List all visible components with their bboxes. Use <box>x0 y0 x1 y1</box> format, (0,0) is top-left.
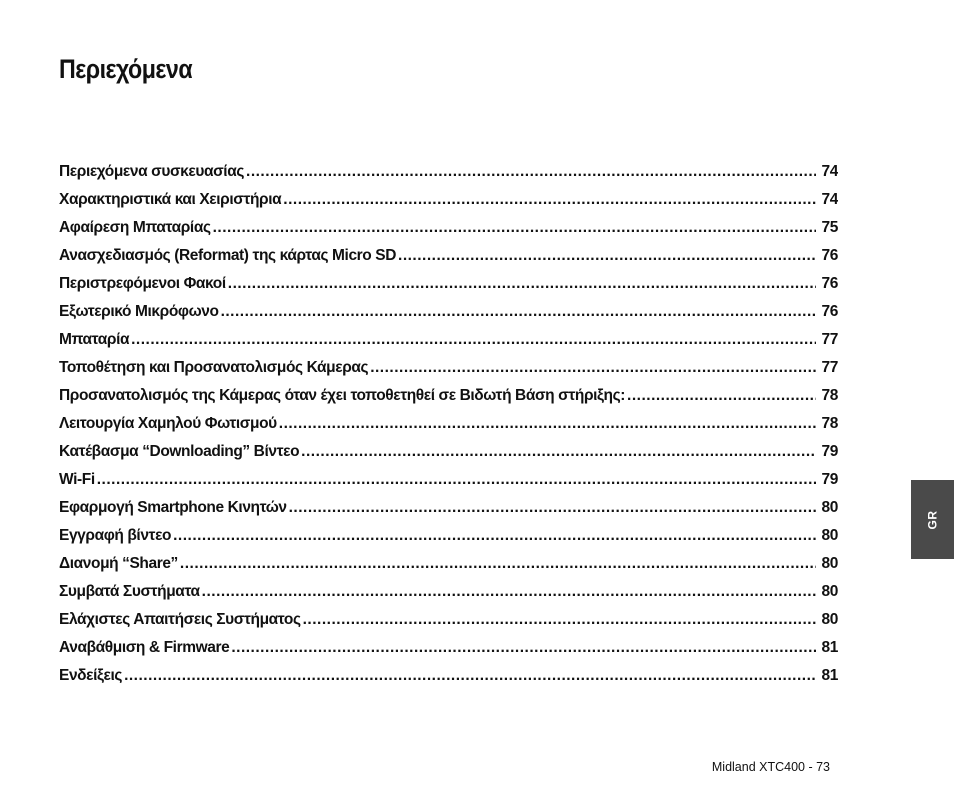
toc-entry[interactable] <box>59 499 838 527</box>
toc-entry[interactable] <box>59 191 838 219</box>
toc-entry[interactable] <box>59 471 838 499</box>
toc-dot-leader <box>398 247 816 265</box>
toc-entry[interactable] <box>59 415 838 443</box>
toc-dot-leader <box>124 667 815 685</box>
toc-entry[interactable] <box>59 331 838 359</box>
toc-dot-leader <box>228 275 816 293</box>
toc-entry[interactable] <box>59 443 838 471</box>
toc-entry-label: Αναβάθμιση & Firmware <box>59 639 230 656</box>
toc-entry-label: Ενδείξεις <box>59 667 123 684</box>
toc-entry-label: Τοποθέτηση και Προσανατολισμός Κάμερας <box>59 359 369 376</box>
toc-entry-label: Προσανατολισμός της Κάμερας όταν έχει τοποθετηθεί σε Βιδωτή Βάση στήριξης: <box>59 387 626 404</box>
toc-entry-page-number: 80 <box>821 527 838 544</box>
toc-dot-leader <box>173 527 815 545</box>
toc-entry[interactable] <box>59 583 838 611</box>
table-of-contents <box>59 163 838 695</box>
toc-dot-leader <box>221 303 816 321</box>
language-tab <box>911 480 954 559</box>
toc-entry-label: Μπαταρία <box>59 331 130 348</box>
toc-entry-page-number: 80 <box>821 555 838 572</box>
toc-dot-leader <box>231 639 815 657</box>
toc-entry-page-number: 74 <box>821 191 838 208</box>
toc-entry-page-number: 80 <box>821 611 838 628</box>
toc-dot-leader <box>289 499 816 517</box>
language-tab-label: GR <box>925 510 940 529</box>
toc-dot-leader <box>303 611 816 629</box>
toc-entry[interactable] <box>59 527 838 555</box>
toc-entry-label: Διανομή “Share” <box>59 555 178 572</box>
toc-entry[interactable] <box>59 163 838 191</box>
toc-entry[interactable] <box>59 667 838 695</box>
toc-entry-page-number: 77 <box>821 359 838 376</box>
toc-entry[interactable] <box>59 219 838 247</box>
toc-entry[interactable] <box>59 387 838 415</box>
toc-entry-label: Περιστρεφόμενοι Φακοί <box>59 275 226 292</box>
toc-entry-label: Περιεχόμενα συσκευασίας <box>59 163 245 180</box>
toc-dot-leader <box>246 163 816 181</box>
toc-entry-page-number: 77 <box>821 331 838 348</box>
toc-entry[interactable] <box>59 359 838 387</box>
toc-entry-page-number: 78 <box>821 387 838 404</box>
toc-entry-label: Αφαίρεση Μπαταρίας <box>59 219 211 236</box>
toc-dot-leader <box>627 387 816 405</box>
toc-entry[interactable] <box>59 247 838 275</box>
toc-entry-label: Εξωτερικό Μικρόφωνο <box>59 303 219 320</box>
toc-entry-label: Συμβατά Συστήματα <box>59 583 200 600</box>
toc-entry-page-number: 80 <box>821 499 838 516</box>
toc-entry-label: Χαρακτηριστικά και Χειριστήρια <box>59 191 282 208</box>
toc-entry-label: Εγγραφή βίντεο <box>59 527 172 544</box>
toc-entry-label: Ελάχιστες Απαιτήσεις Συστήματος <box>59 611 301 628</box>
toc-dot-leader <box>370 359 815 377</box>
toc-dot-leader <box>131 331 815 349</box>
toc-entry[interactable] <box>59 611 838 639</box>
page-title: Περιεχόμενα <box>59 54 193 84</box>
toc-entry-page-number: 78 <box>821 415 838 432</box>
toc-entry-page-number: 76 <box>821 275 838 292</box>
toc-dot-leader <box>279 415 816 433</box>
toc-dot-leader <box>283 191 815 209</box>
toc-entry-page-number: 76 <box>821 247 838 264</box>
toc-dot-leader <box>213 219 816 237</box>
toc-entry-page-number: 79 <box>821 443 838 460</box>
toc-entry-label: Εφαρμογή Smartphone Κινητών <box>59 499 287 516</box>
toc-entry-label: Κατέβασμα “Downloading” Βίντεο <box>59 443 300 460</box>
toc-entry-label: Λειτουργία Χαμηλού Φωτισμού <box>59 415 277 432</box>
toc-entry-page-number: 80 <box>821 583 838 600</box>
toc-entry[interactable] <box>59 639 838 667</box>
toc-entry-page-number: 74 <box>821 163 838 180</box>
toc-entry[interactable] <box>59 555 838 583</box>
toc-entry-page-number: 76 <box>821 303 838 320</box>
toc-entry[interactable] <box>59 275 838 303</box>
toc-entry-page-number: 75 <box>821 219 838 236</box>
page-footer: Midland XTC400 - 73 <box>711 760 830 774</box>
toc-entry-page-number: 81 <box>821 639 838 656</box>
toc-dot-leader <box>180 555 816 573</box>
toc-entry-label: Wi-Fi <box>59 471 95 488</box>
toc-dot-leader <box>301 443 815 461</box>
toc-entry[interactable] <box>59 303 838 331</box>
toc-dot-leader <box>97 471 816 489</box>
toc-entry-page-number: 81 <box>821 667 838 684</box>
toc-entry-label: Ανασχεδιασμός (Reformat) της κάρτας Micro SD <box>59 247 397 264</box>
toc-entry-page-number: 79 <box>821 471 838 488</box>
toc-dot-leader <box>202 583 816 601</box>
